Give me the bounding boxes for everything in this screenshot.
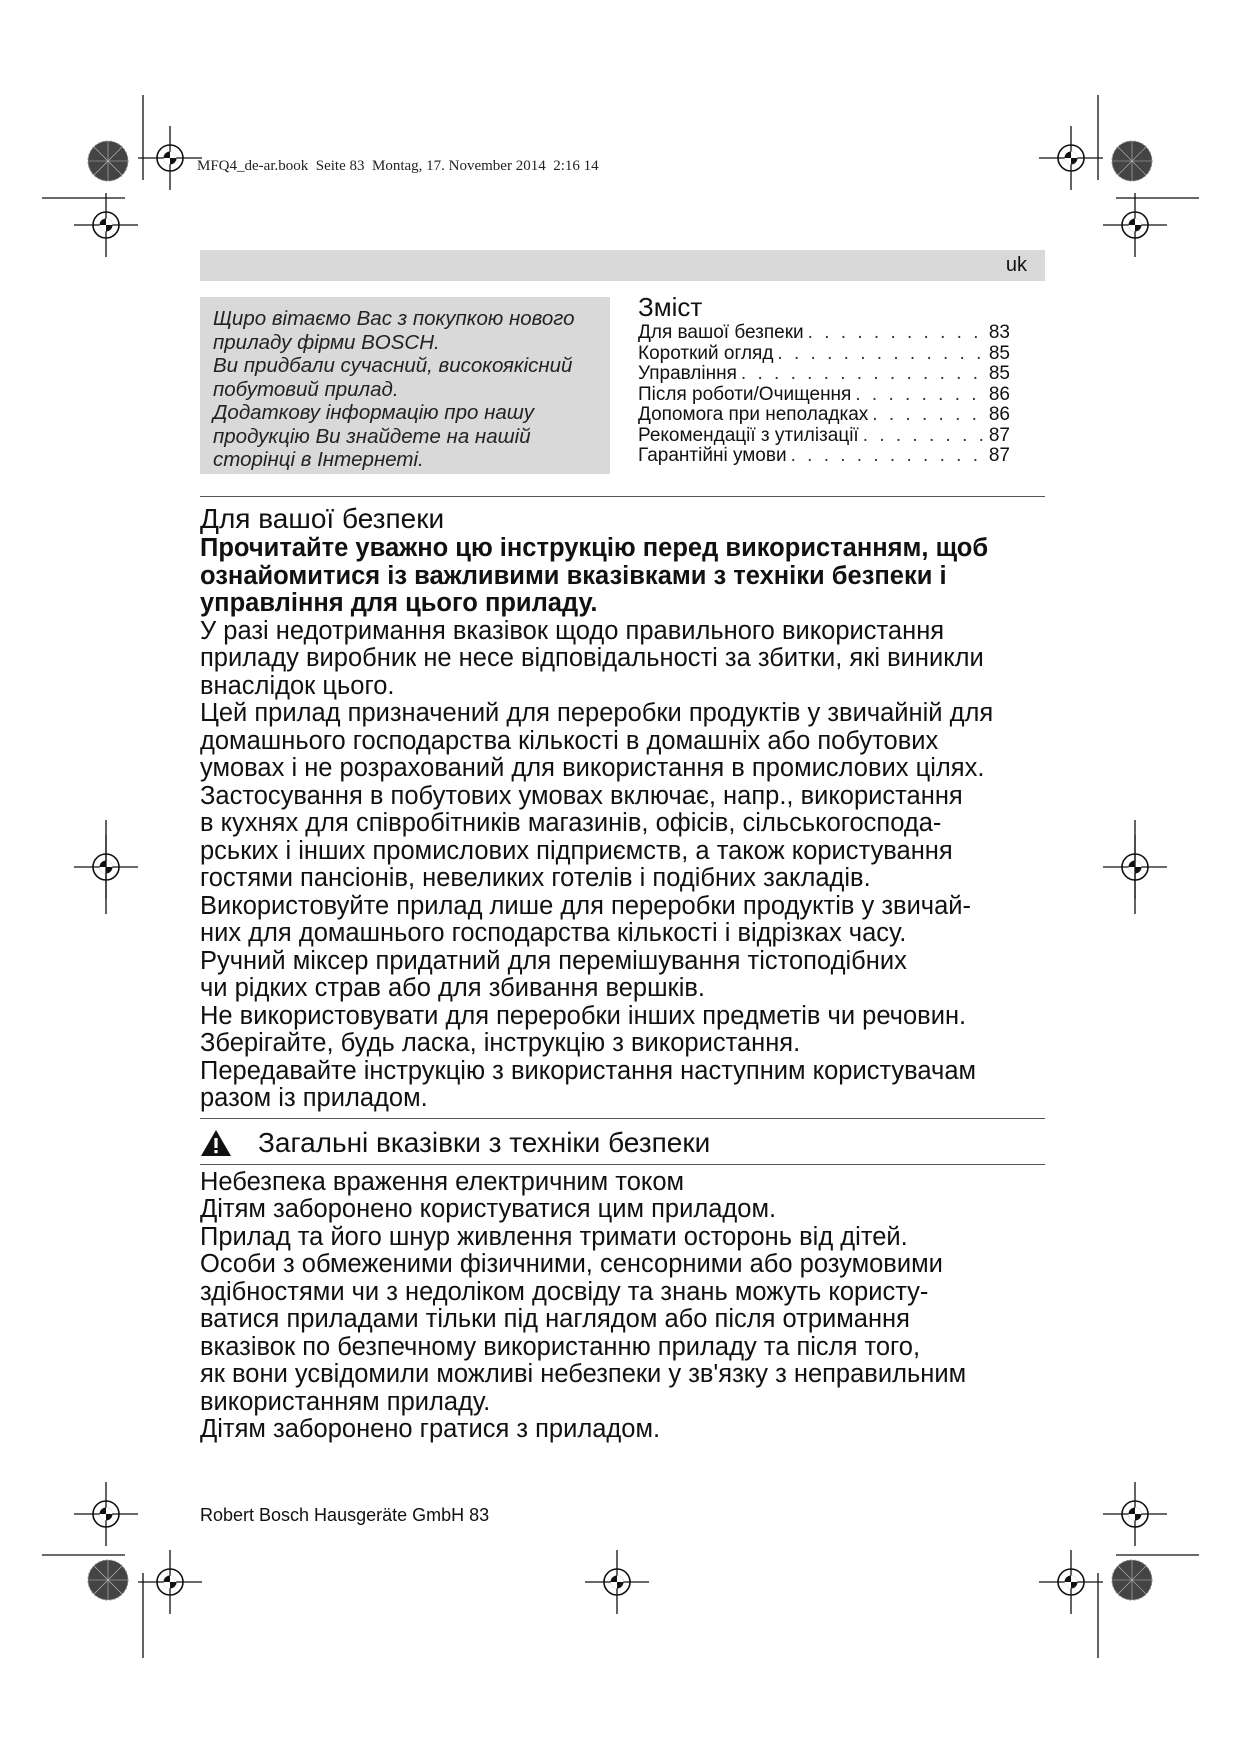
toc-item-label: Управління xyxy=(638,363,737,384)
general-line: Дітям заборонено користуватися цим приладом. xyxy=(200,1195,777,1223)
general-line: ватися приладами тільки під наглядом або після отримання xyxy=(200,1305,910,1333)
welcome-line: приладу фірми BOSCH. xyxy=(213,330,440,354)
toc-title: Зміст xyxy=(638,292,703,322)
body-line: Ручний міксер придатний для перемішування тістоподібних xyxy=(200,946,907,975)
language-code: uk xyxy=(1005,254,1027,276)
toc-item-page: 86 xyxy=(988,404,1010,425)
divider xyxy=(200,1118,1045,1119)
section-heading-general: Загальні вказівки з техніки безпеки xyxy=(258,1127,711,1158)
toc-item-page: 87 xyxy=(988,424,1010,445)
toc-leader xyxy=(863,425,985,446)
toc-leader xyxy=(872,404,985,425)
warning-triangle-icon xyxy=(200,1129,232,1157)
toc-item-label: Для вашої безпеки xyxy=(638,322,804,343)
toc-item[interactable] xyxy=(638,445,1010,466)
toc-leader xyxy=(791,445,985,466)
intro-line: Прочитайте уважно цю інструкцію перед використанням, щоб xyxy=(200,534,989,562)
electric-shock-subheading: Небезпека враження електричним током xyxy=(200,1168,685,1196)
intro-line: управління для цього приладу. xyxy=(200,589,598,617)
welcome-line: Ви придбали сучасний, високоякісний xyxy=(213,354,573,377)
body-line: рських і інших промислових підприємств, а також користування xyxy=(200,836,953,865)
general-line: Прилад та його шнур живлення тримати осторонь від дітей. xyxy=(200,1222,908,1251)
welcome-box xyxy=(200,297,610,474)
body-line: Передавайте інструкцію з використання наступним користувачам xyxy=(200,1056,977,1085)
toc-item[interactable] xyxy=(638,343,1010,364)
toc-item-page: 86 xyxy=(988,383,1010,404)
toc-item-label: Гарантійні умови xyxy=(638,445,787,466)
safety-body xyxy=(200,618,1080,1113)
file-header: MFQ4_de-ar.book Seite 83 Montag, 17. November 2014 2:16 14 xyxy=(197,158,599,174)
divider xyxy=(200,496,1045,497)
body-line: Цей прилад призначений для переробки продуктів у звичайній для xyxy=(200,699,994,727)
toc-item-label: Рекомендації з утилізації xyxy=(638,424,859,445)
body-line: внаслідок цього. xyxy=(200,671,395,700)
general-section xyxy=(200,1168,1080,1444)
language-bar xyxy=(200,250,1045,281)
body-line: Не використовувати для переробки інших предметів чи речовин. xyxy=(200,1001,967,1030)
general-line: здібностями чи з недоліком досвіду та знань можуть користу- xyxy=(200,1277,929,1306)
toc-item[interactable] xyxy=(638,363,1010,384)
body-line: Застосування в побутових умовах включає, напр., використання xyxy=(200,781,963,810)
toc-item-page: 85 xyxy=(988,342,1010,363)
toc-item[interactable] xyxy=(638,404,1010,425)
body-line: чи рідких страв або для збивання вершків. xyxy=(200,974,705,1002)
toc-item-label: Короткий огляд xyxy=(638,342,774,363)
toc-item[interactable] xyxy=(638,322,1010,343)
body-line: Використовуйте прилад лише для переробки продуктів у звичай- xyxy=(200,891,972,920)
general-safety-heading xyxy=(200,1125,1045,1161)
body-line: гостями пансіонів, невеликих готелів і подібних закладів. xyxy=(200,864,871,892)
table-of-contents xyxy=(638,322,1010,466)
toc-item[interactable] xyxy=(638,384,1010,405)
body-line: разом із приладом. xyxy=(200,1084,428,1112)
toc-item-page: 85 xyxy=(988,363,1010,384)
body-line: умовах і не розрахований для використання в промислових цілях. xyxy=(200,754,985,782)
body-line: приладу виробник не несе відповідальності за збитки, які виникли xyxy=(200,644,984,672)
general-line: як вони усвідомили можливі небезпеки у зв'язку з неправильним xyxy=(200,1360,967,1388)
welcome-line: побутовий прилад. xyxy=(213,377,399,401)
divider xyxy=(200,1164,1045,1165)
intro-line: ознайомитися із важливими вказівками з техніки безпеки і xyxy=(200,561,947,590)
body-line: Зберігайте, будь ласка, інструкцію з використання. xyxy=(200,1029,801,1057)
toc-leader xyxy=(808,322,985,343)
toc-item-page: 87 xyxy=(988,445,1010,466)
general-line: використанням приладу. xyxy=(200,1387,491,1416)
welcome-line: сторінці в Інтернеті. xyxy=(213,448,424,471)
welcome-line: Додаткову інформацію про нашу xyxy=(213,401,535,424)
section-heading-safety: Для вашої безпеки xyxy=(200,503,445,534)
welcome-line: продукцію Ви знайдете на нашій xyxy=(213,424,531,448)
body-line: в кухнях для співробітників магазинів, офісів, сільськогоспода- xyxy=(200,809,942,837)
general-line: вказівок по безпечному використанню приладу та після того, xyxy=(200,1332,921,1361)
general-line: Дітям заборонено гратися з приладом. xyxy=(200,1415,661,1443)
page-footer: Robert Bosch Hausgeräte GmbH 83 xyxy=(200,1505,490,1525)
safety-section xyxy=(200,503,1080,1113)
body-line: них для домашнього господарства кількості і відрізках часу. xyxy=(200,919,907,947)
toc-item-label: Після роботи/Очищення xyxy=(638,383,852,404)
body-line: домашнього господарства кількості в домашніх або побутових xyxy=(200,726,939,755)
toc-item-label: Допомога при неполадках xyxy=(638,404,869,425)
general-line: Особи з обмеженими фізичними, сенсорними або розумовими xyxy=(200,1250,943,1278)
toc-leader xyxy=(741,363,985,384)
body-line: У разі недотримання вказівок щодо правильного використання xyxy=(200,616,945,645)
toc-leader xyxy=(855,384,985,405)
toc-item-page: 83 xyxy=(988,322,1010,343)
safety-intro xyxy=(200,535,1080,618)
toc-item[interactable] xyxy=(638,425,1010,446)
welcome-line: Щиро вітаємо Вас з покупкою нового xyxy=(213,307,575,330)
toc-leader xyxy=(777,343,984,364)
